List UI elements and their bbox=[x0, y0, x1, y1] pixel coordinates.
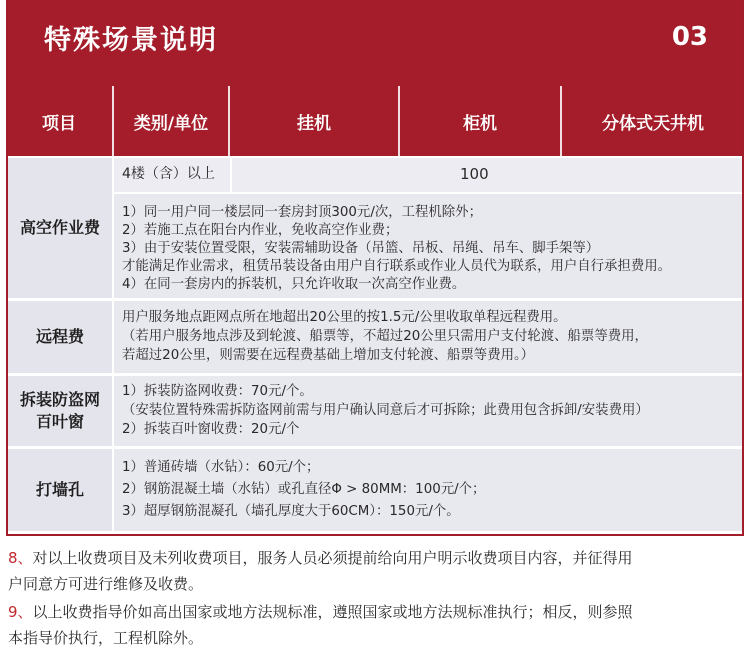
note-9 bbox=[8, 600, 633, 624]
note-text: 以上收费指导价如高出国家或地方法规标准，遵照国家或地方法规标准执行；相反，则参照 bbox=[32, 603, 633, 621]
list-item: 3）超厚钢筋混凝孔（墙孔厚度大于60CM）：150元/个。 bbox=[122, 504, 460, 519]
floor-condition: 4楼（含）以上 bbox=[122, 166, 215, 182]
list-item: 2）若施工点在阳台内作业，免收高空作业费； bbox=[122, 223, 399, 238]
section-number: 03 bbox=[671, 22, 708, 52]
note-number: 9、 bbox=[8, 603, 33, 621]
header-item: 项目 bbox=[6, 86, 114, 156]
anti-theft-net-details bbox=[114, 376, 742, 446]
floor-condition-cell bbox=[114, 158, 230, 192]
list-item: （安装位置特殊需拆防盗网前需与用户确认同意后才可拆除；此费用包含拆卸/安装费用） bbox=[122, 403, 649, 418]
list-item: （若用户服务地点涉及到轮渡、船票等，不超过20公里只需用户支付轮渡、船票等费用， bbox=[122, 329, 648, 344]
label-line: 拆装防盗网 bbox=[19, 390, 100, 409]
list-item: 才能满足作业需求，租赁吊装设备由用户自行联系或作业人员代为联系，用户自行承担费用。 bbox=[122, 259, 672, 274]
fee-value: 100 bbox=[460, 165, 489, 183]
note-8-continued: 户同意方可进行维修及收费。 bbox=[8, 575, 204, 593]
header-cabinet-unit: 柜机 bbox=[400, 86, 562, 156]
note-9-continued: 本指导价执行，工程机除外。 bbox=[8, 629, 204, 647]
list-item: 用户服务地点距网点所在地超出20公里的按1.5元/公里收取单程远程费用。 bbox=[122, 310, 567, 325]
list-item: 1）拆装防盗网收费：70元/个。 bbox=[122, 384, 313, 399]
list-item: 3）由于安装位置受限，安装需辅助设备（吊篮、吊板、吊绳、吊车、脚手架等） bbox=[122, 241, 600, 256]
page-title: 特殊场景说明 bbox=[44, 25, 218, 56]
row-label-anti-theft-net bbox=[8, 376, 112, 446]
header-category: 类别/单位 bbox=[114, 86, 230, 156]
row-label-wall-hole: 打墙孔 bbox=[8, 449, 112, 531]
list-item: 1）同一用户同一楼层同一套房封顶300元/次，工程机除外； bbox=[122, 205, 482, 220]
remote-details bbox=[114, 301, 742, 373]
header-wall-unit: 挂机 bbox=[230, 86, 400, 156]
wall-hole-details bbox=[114, 449, 742, 531]
row-label-high-altitude: 高空作业费 bbox=[8, 158, 112, 298]
label-line: 百叶窗 bbox=[35, 412, 84, 431]
list-item: 若超过20公里，则需要在远程费基础上增加支付轮渡、船票等费用。） bbox=[122, 348, 535, 363]
note-8 bbox=[8, 546, 633, 570]
high-altitude-details bbox=[114, 194, 742, 298]
note-number: 8、 bbox=[8, 549, 33, 567]
list-item: 2）钢筋混凝土墙（水钻）或孔直径Φ > 80MM：100元/个； bbox=[122, 482, 486, 497]
list-item: 4）在同一套房内的拆装机，只允许收取一次高空作业费。 bbox=[122, 277, 466, 292]
row-label-remote: 远程费 bbox=[8, 301, 112, 373]
list-item: 2）拆装百叶窗收费：20元/个 bbox=[122, 422, 300, 437]
header-ceiling-unit: 分体式天井机 bbox=[602, 113, 704, 134]
note-text: 对以上收费项目及未列收费项目，服务人员必须提前给向用户明示收费项目内容，并征得用 bbox=[32, 549, 633, 567]
list-item: 1）普通砖墙（水钻）：60元/个； bbox=[122, 460, 320, 475]
fee-cell bbox=[232, 158, 742, 192]
